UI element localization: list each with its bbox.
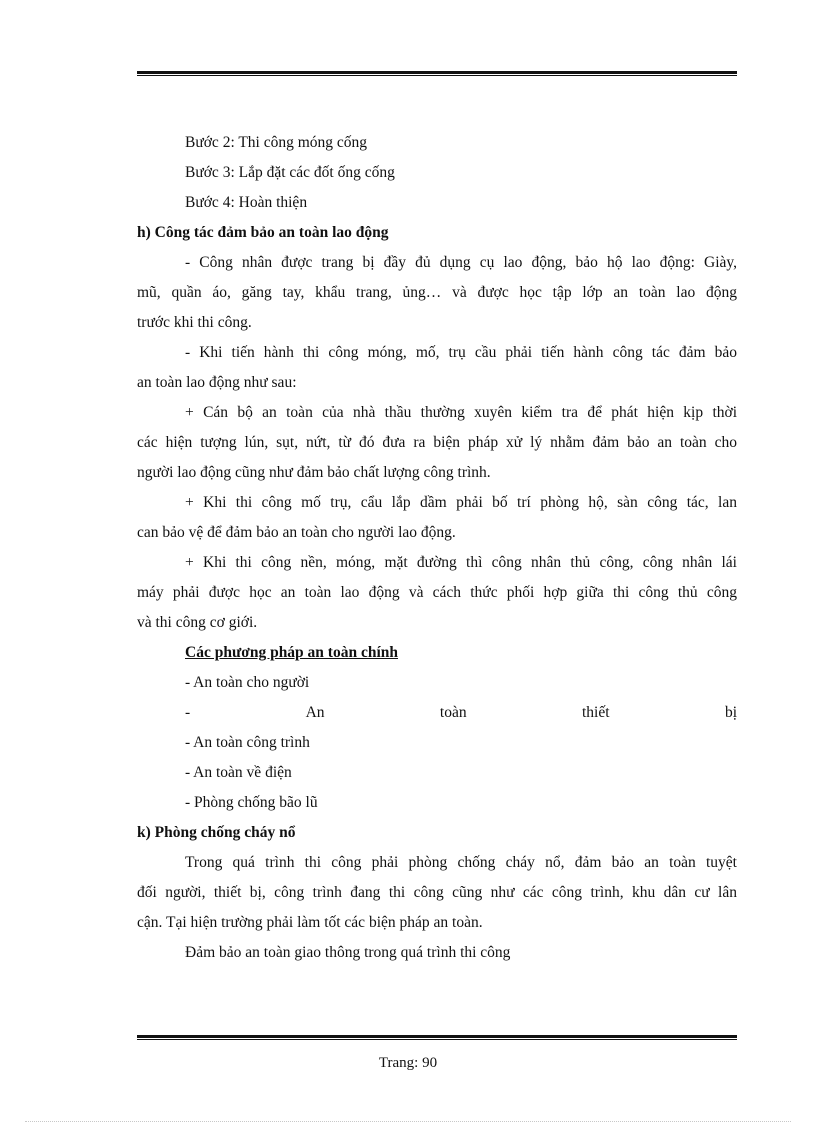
safety-item-equipment-word: thiết	[581, 704, 610, 721]
step-4: Bước 4: Hoàn thiện	[185, 194, 308, 211]
safety-item-electric: - An toàn về điện	[185, 764, 292, 781]
header-rule	[137, 71, 737, 74]
section-h-p1-line1: - Công nhân được trang bị đầy đủ dụng cụ lao động, bảo hộ lao động: Giày,	[185, 254, 737, 271]
section-h-p5-line2: máy phải được học an toàn lao động và cách thức phối hợp giữa thi công thủ công	[137, 584, 737, 601]
safety-methods-title-row	[137, 638, 737, 668]
section-k-heading: k) Phòng chống cháy nổ	[137, 824, 296, 841]
safety-item-flood: - Phòng chống bão lũ	[185, 794, 318, 811]
section-k-p1-line2: đối người, thiết bị, công trình đang thi công cũng như các công trình, khu dân cư lân	[137, 884, 737, 901]
safety-item-works: - An toàn công trình	[185, 734, 310, 751]
page-content	[137, 128, 737, 968]
section-h-p4-line2: can bảo vệ để đảm bảo an toàn cho người lao động.	[137, 524, 456, 541]
safety-item-equipment-word: -	[185, 704, 191, 721]
safety-methods-title: Các phương pháp an toàn chính	[185, 644, 399, 661]
section-k-p1-line1: Trong quá trình thi công phải phòng chống cháy nổ, đảm bảo an toàn tuyệt	[185, 854, 737, 871]
footer-rule	[137, 1035, 737, 1038]
section-h-p1-line2: mũ, quần áo, găng tay, khẩu trang, ủng… và được học tập lớp an toàn lao động	[137, 284, 737, 301]
section-k-p2: Đảm bảo an toàn giao thông trong quá trình thi công	[185, 944, 511, 961]
section-h-p2-line1: - Khi tiến hành thi công móng, mố, trụ cầu phải tiến hành công tác đảm bảo	[185, 344, 737, 361]
section-h-p3-line1: + Cán bộ an toàn của nhà thầu thường xuyên kiểm tra để phát hiện kịp thời	[185, 404, 737, 421]
section-h-p1-line3: trước khi thi công.	[137, 314, 252, 331]
page-number: Trang: 90	[378, 1055, 438, 1071]
safety-item-equipment-word: bị	[724, 704, 737, 721]
section-h-p3-line3: người lao động cũng như đảm bảo chất lượng công trình.	[137, 464, 491, 481]
safety-item-people: - An toàn cho người	[185, 674, 310, 691]
step-3: Bước 3: Lắp đặt các đốt ống cống	[185, 164, 395, 181]
section-h-p4-line1: + Khi thi công mố trụ, cẩu lắp dầm phải bố trí phòng hộ, sàn công tác, lan	[185, 494, 737, 511]
safety-item-equipment	[137, 698, 737, 728]
section-k-p1-line3: cận. Tại hiện trường phải làm tốt các biện pháp an toàn.	[137, 914, 483, 931]
section-h-p5-line3: và thi công cơ giới.	[137, 614, 258, 631]
safety-item-equipment-word: An	[305, 704, 325, 721]
section-h-p5-line1: + Khi thi công nền, móng, mặt đường thì công nhân thủ công, công nhân lái	[185, 554, 737, 571]
safety-item-equipment-word: toàn	[439, 704, 467, 721]
section-h-p2-line2: an toàn lao động như sau:	[137, 374, 297, 391]
section-h-p3-line2: các hiện tượng lún, sụt, nứt, từ đó đưa ra biện pháp xử lý nhằm đảm bảo an toàn cho	[137, 434, 737, 451]
page-edge-dots	[25, 1121, 791, 1122]
step-2: Bước 2: Thi công móng cống	[185, 134, 368, 151]
section-h-heading: h) Công tác đảm bảo an toàn lao động	[137, 224, 389, 241]
